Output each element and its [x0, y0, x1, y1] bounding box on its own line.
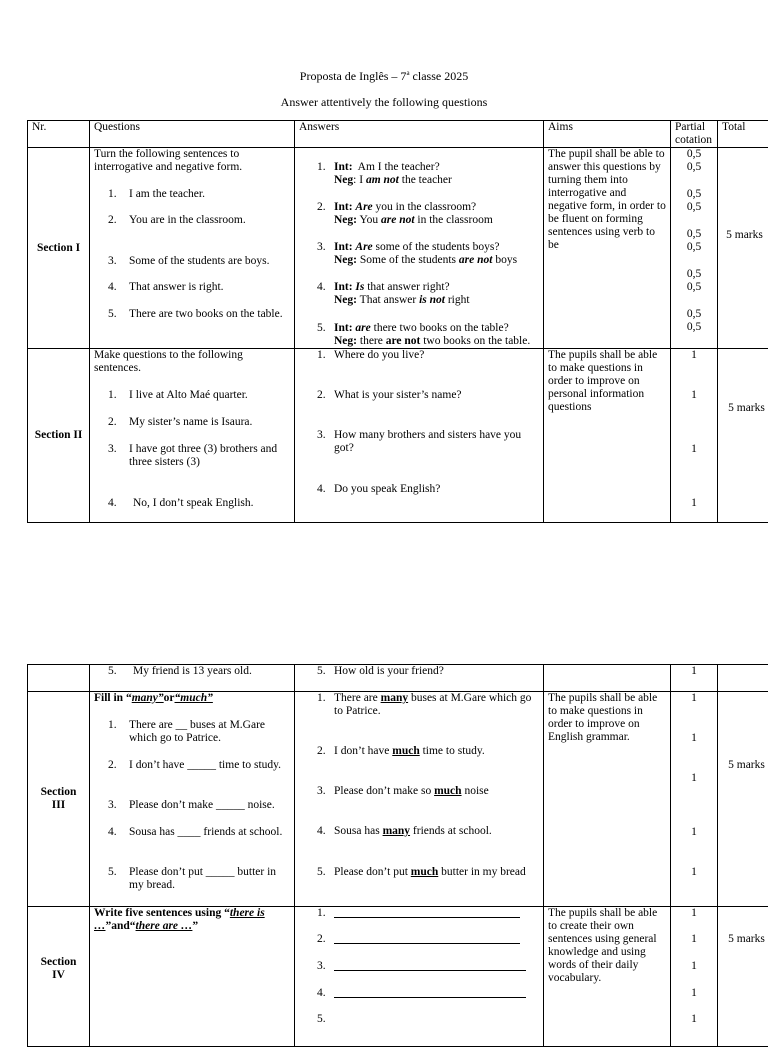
question: No, I don’t speak English.: [133, 497, 292, 510]
answer: Sousa has many friends at school.: [334, 825, 541, 838]
answer: Please don’t make so much noise: [334, 785, 541, 798]
section-3-questions: Fill in “many”or“much” 1. There are __ buses at M.Gare which go to Patrice. 2. I don’t have _____ time to study. 3. Please don’t make _____ noise. 4. Sousa has ____ friends at school. 5. Please don’t put _____ butter in my bread.: [90, 692, 295, 907]
question: I have got three (3) brothers and three sisters (3): [129, 443, 292, 469]
section-3-answers: 1. There are many buses at M.Gare which go to Patrice. 2. I don’t have much time to study. 3. Please don’t make so much noise 4. Sousa has many friends at school. 5. Please don’t put much butter in my bread: [295, 692, 544, 907]
section-2-answers: 1. Where do you live? 2. What is your sister’s name? 3. How many brothers and sisters have you got? 4. Do you speak English?: [295, 349, 544, 523]
header-questions: Questions: [90, 121, 295, 148]
exam-table-page2: [27, 664, 768, 1047]
header-partial-cotation: Partial cotation: [671, 121, 718, 148]
section-2-aims: The pupils shall be able to make questions in order to improve on personal information questions: [544, 349, 671, 523]
answer: How many brothers and sisters have you got?: [334, 429, 541, 455]
answer-blank-line[interactable]: [334, 933, 541, 948]
header-aims: Aims: [544, 121, 671, 148]
section-4-questions: [90, 907, 295, 1047]
question: I live at Alto Maé quarter.: [129, 389, 292, 402]
exam-table-page1: [27, 120, 768, 523]
section-3-partial: 1 1 1 1 1: [671, 692, 718, 907]
answer: I don’t have much time to study.: [334, 745, 541, 758]
answer: There are many buses at M.Gare which go to Patrice.: [334, 692, 541, 718]
section-1-aims: The pupil shall be able to answer this questions by turning them into interrogative and negative form, in order to be fluent on forming sentences using verb to be: [544, 148, 671, 349]
answer: Int: Are some of the students boys? Neg: Some of the students are not boys: [334, 241, 541, 267]
section-2-row: [28, 349, 768, 523]
section-1-row: [28, 148, 768, 349]
question: Please don’t make _____ noise.: [129, 799, 292, 812]
section-1-label: Section I: [28, 148, 90, 349]
section-3-row: [28, 692, 768, 907]
section-2-partial-cont: 1: [671, 665, 718, 692]
section-2-questions: Make questions to the following sentences. 1. I live at Alto Maé quarter. 2. My sister’s name is Isaura. 3. I have got three (3) brothers and three sisters (3) 4. No, I don’t speak English.: [90, 349, 295, 523]
document-subtitle: Answer attentively the following questions: [0, 95, 768, 110]
answer: Int: Am I the teacher? Neg: I am not the teacher: [334, 161, 541, 187]
question: My sister’s name is Isaura.: [129, 416, 292, 429]
question: I don’t have _____ time to study.: [129, 759, 292, 772]
answer: What is your sister’s name?: [334, 389, 541, 402]
section-4-instruction: Write five sentences using “there is …”and“there are …”: [94, 907, 290, 933]
answer-blank-line[interactable]: [334, 987, 541, 1002]
section-1-partial: 0,5 0,5 0,5 0,5 0,5 0,5 0,5 0,5 0,5 0,5: [671, 148, 718, 349]
question: There are __ buses at M.Gare which go to Patrice.: [129, 719, 292, 745]
answer: Do you speak English?: [334, 483, 541, 496]
question: Sousa has ____ friends at school.: [129, 826, 292, 839]
question: My friend is 13 years old.: [133, 665, 292, 678]
section-2-continued-row: [28, 665, 768, 692]
section-4-row: [28, 907, 768, 1047]
section-4-answers: 1. 2. 3. 4. 5.: [295, 907, 544, 1047]
question: I am the teacher.: [129, 188, 292, 201]
section-3-instruction: Fill in “many”or“much”: [94, 692, 290, 705]
question: There are two books on the table.: [129, 308, 292, 321]
section-1-total: 5 marks: [718, 148, 768, 349]
section-3-total: 5 marks: [718, 692, 768, 907]
answer: Where do you live?: [334, 349, 541, 362]
section-3-aims: The pupils shall be able to make questions in order to improve on English grammar.: [544, 692, 671, 907]
answer: Please don’t put much butter in my bread: [334, 866, 541, 879]
table-header-row: [28, 121, 768, 148]
answer-blank-line[interactable]: [334, 960, 541, 975]
section-2-label: Section II: [28, 349, 90, 523]
question: That answer is right.: [129, 281, 292, 294]
section-2-partial: 1 1 1 1: [671, 349, 718, 523]
answer: Int: Are you in the classroom? Neg: You are not in the classroom: [334, 201, 541, 227]
answer: Int: Is that answer right? Neg: That answer is not right: [334, 281, 541, 307]
header-answers: Answers: [295, 121, 544, 148]
question: Please don’t put _____ butter in my bread.: [129, 866, 292, 892]
answer-blank-line[interactable]: [334, 907, 541, 922]
document-title: Proposta de Inglês – 7$^a$ classe 2025: [0, 69, 768, 84]
section-4-partial: 1 1 1 1 1: [671, 907, 718, 1047]
section-1-answers: 1. Int: Am I the teacher? Neg: I am not the teacher 2. Int: Are you in the classroom? Neg: You are not in the classroom 3. Int: Are some of the students boys? Neg: Some of the students are not boys 4. Int: Is that answer right? Neg: That answer is not right 5. Int: are there two books on the table? Neg: there are not two books on the table.: [295, 148, 544, 349]
header-nr: Nr.: [28, 121, 90, 148]
section-1-instruction: Turn the following sentences to interrogative and negative form.: [94, 148, 290, 174]
section-4-aims: The pupils shall be able to create their own sentences using general knowledge and using words of their daily vocabulary.: [544, 907, 671, 1047]
header-total: Total: [718, 121, 768, 148]
section-1-questions: Turn the following sentences to interrogative and negative form. 1. I am the teacher. 2. You are in the classroom. 3. Some of the students are boys. 4. That answer is right. 5. There are two books on the table.: [90, 148, 295, 349]
section-2-answers-cont: 5. How old is your friend?: [295, 665, 544, 692]
section-4-total: 5 marks: [718, 907, 768, 1047]
section-3-label: Section III: [28, 692, 90, 907]
answer: How old is your friend?: [334, 665, 541, 678]
question: You are in the classroom.: [129, 214, 292, 227]
question: Some of the students are boys.: [129, 255, 292, 268]
section-2-total: 5 marks: [718, 349, 768, 523]
section-4-label: Section IV: [28, 907, 90, 1047]
section-2-questions-cont: 5. My friend is 13 years old.: [90, 665, 295, 692]
section-2-instruction: Make questions to the following sentences.: [94, 349, 290, 375]
answer: Int: are there two books on the table? Neg: there are not two books on the table.: [334, 322, 541, 348]
